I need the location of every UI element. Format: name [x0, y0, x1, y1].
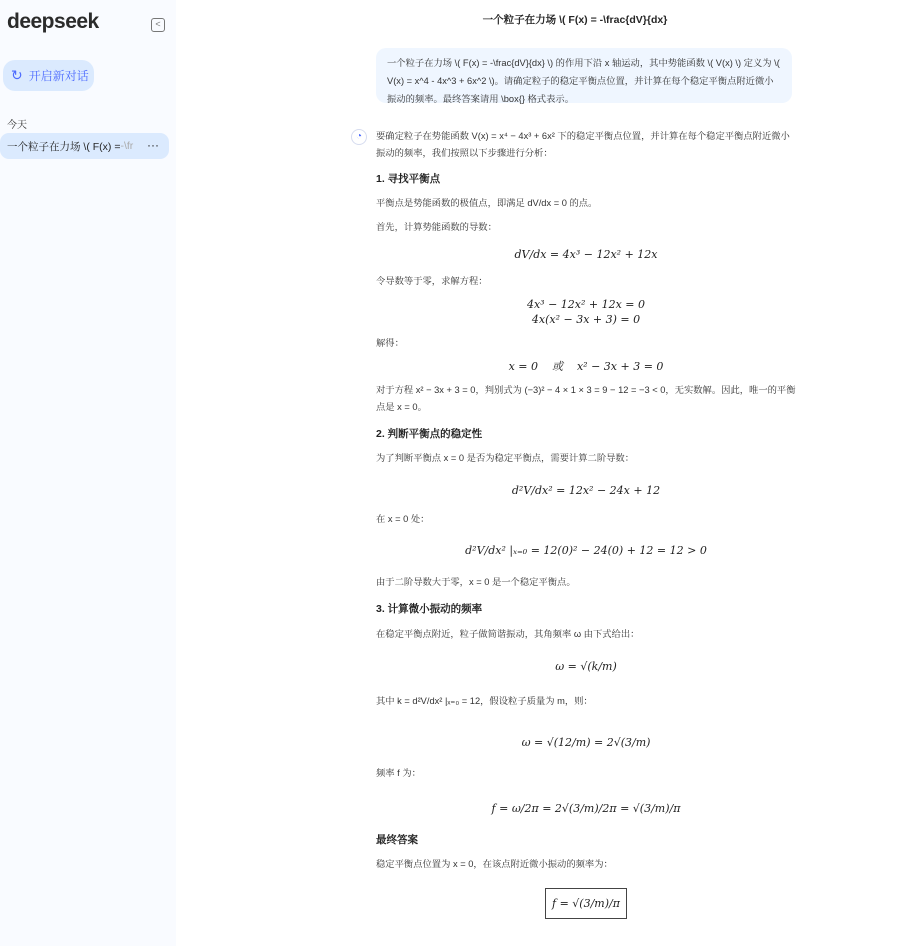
formula: dV/dx = 4x³ − 12x² + 12x: [514, 248, 658, 261]
history-item-fade: -\fr: [120, 140, 134, 152]
heading-stability: 2. 判断平衡点的稳定性: [376, 428, 483, 440]
formula: 4x(x² − 3x + 3) = 0: [531, 313, 641, 326]
answer-paragraph: 在 x = 0 处：: [376, 514, 430, 524]
answer-paragraph: 首先，计算势能函数的导数：: [376, 222, 497, 232]
sidebar: [0, 0, 176, 946]
formula: x = 0 或 x² − 3x + 3 = 0: [508, 360, 664, 373]
formula: ω = √(12/m) = 2√(3/m): [521, 736, 651, 749]
answer-paragraph: 平衡点是势能函数的极值点，即满足 dV/dx = 0 的点。: [376, 198, 598, 208]
new-chat-button[interactable]: [3, 60, 94, 91]
formula: f = ω/2π = 2√(3/m)/2π = √(3/m)/π: [491, 802, 681, 815]
boxed-formula: f = √(3/m)/π: [545, 888, 627, 919]
heading-find-equilibrium: 1. 寻找平衡点: [376, 173, 441, 185]
user-message: 一个粒子在力场 \( F(x) = -\frac{dV}{dx} \) 的作用下沿 x 轴运动，其中势能函数 \( V(x) \) 定义为 \( V(x) = x^4 - 4x^3 + 6x^2 \)。请确定粒子的稳定平衡点位置，并计算在每个稳定平衡点附近微小振动的频率。最终答案请用 \box{} 格式表示。: [376, 48, 792, 103]
answer-intro: 要确定粒子在势能函数 V(x) = x⁴ − 4x³ + 6x² 下的稳定平衡点位置，并计算在每个稳定平衡点附近微小振动的频率，我们按照以下步骤进行分析：: [376, 131, 790, 158]
answer-paragraph: 在稳定平衡点附近，粒子做简谐振动，其角频率 ω 由下式给出：: [376, 629, 640, 639]
chat-title: 一个粒子在力场 \( F(x) = -\frac{dV}{dx}: [482, 14, 668, 26]
answer-paragraph: 由于二阶导数大于零，x = 0 是一个稳定平衡点。: [376, 577, 576, 587]
deepseek-logo: deepseek: [7, 10, 99, 33]
answer-paragraph: 为了判断平衡点 x = 0 是否为稳定平衡点，需要计算二阶导数：: [376, 453, 635, 463]
answer-paragraph: 稳定平衡点位置为 x = 0，在该点附近微小振动的频率为：: [376, 859, 613, 869]
formula: d²V/dx² = 12x² − 24x + 12: [511, 484, 661, 497]
heading-final-answer: 最终答案: [376, 834, 418, 846]
answer-paragraph: 频率 f 为：: [376, 768, 421, 778]
formula: d²V/dx² |ₓ₌₀ = 12(0)² − 24(0) + 12 = 12 > 0: [465, 544, 707, 557]
formula: ω = √(k/m): [555, 660, 617, 673]
section-today-label: 今天: [7, 120, 27, 131]
new-chat-label: 开启新对话: [28, 69, 89, 83]
collapse-sidebar-icon[interactable]: <: [151, 18, 165, 32]
more-options-icon[interactable]: ···: [147, 138, 159, 152]
deepseek-avatar-icon: ◔: [351, 129, 367, 145]
answer-paragraph: 令导数等于零，求解方程：: [376, 276, 488, 286]
answer-paragraph: 对于方程 x² − 3x + 3 = 0，判别式为 (−3)² − 4 × 1 × 3 = 9 − 12 = −3 < 0，无实数解。因此，唯一的平衡点是 x = 0。: [376, 385, 796, 412]
history-item[interactable]: [0, 133, 169, 159]
final-answer-box: [376, 888, 796, 919]
answer-paragraph: 其中 k = d²V/dx² |ₓ₌₀ = 12，假设粒子质量为 m，则：: [376, 696, 593, 706]
history-item-label: 一个粒子在力场 \( F(x) =: [7, 140, 121, 153]
formula: 4x³ − 12x² + 12x = 0: [526, 298, 646, 311]
heading-frequency: 3. 计算微小振动的频率: [376, 603, 483, 615]
new-chat-icon: ↻: [11, 67, 23, 83]
answer-paragraph: 解得：: [376, 338, 404, 348]
